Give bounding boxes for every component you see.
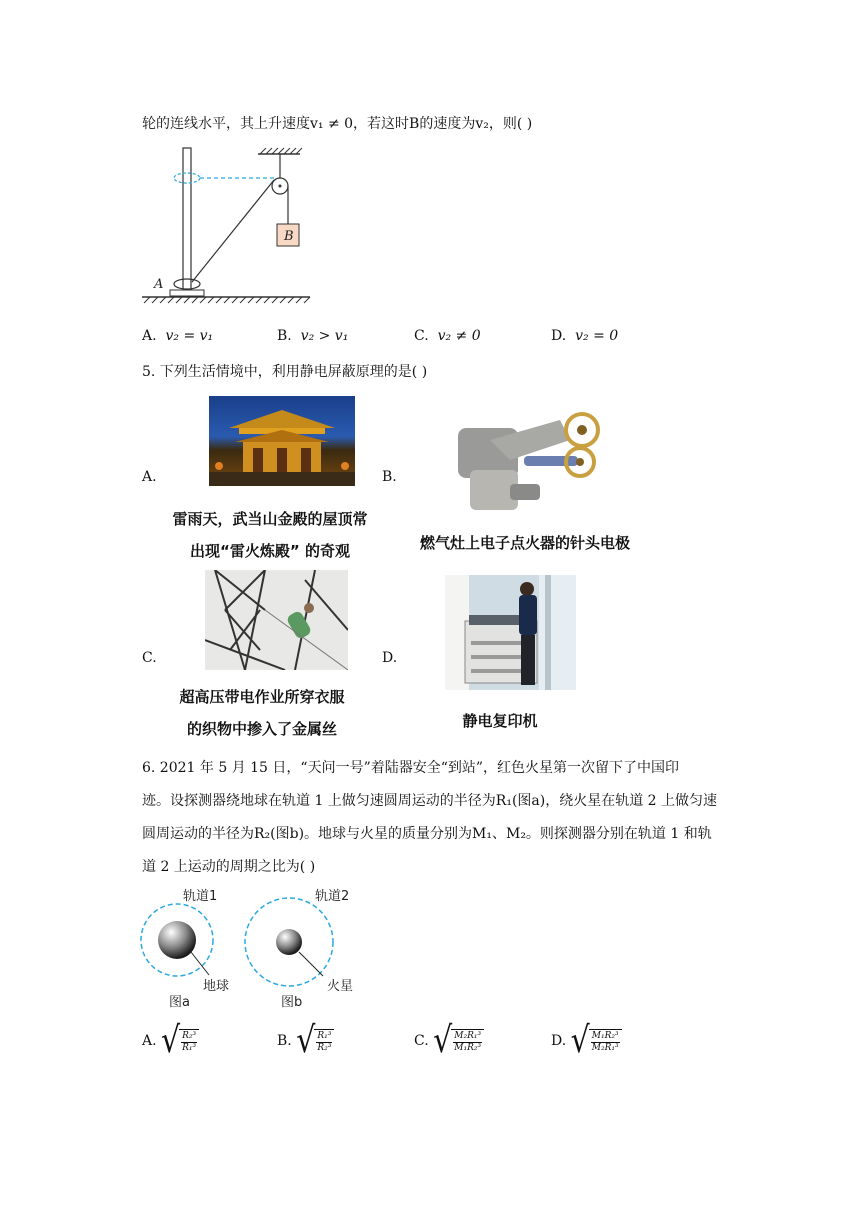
sqrt-expression: √ $\frac{\text{R₁³}}{\text{R₂³}}$ [296,1026,334,1056]
q5-caption-b: 燃气灶上电子点火器的针头电极 [419,534,630,552]
q5-option-b-letter[interactable]: B. [382,469,397,485]
q5-caption-a-1: 雷雨天，武当山金殿的屋顶常 [172,510,368,528]
q5-caption-a-2: 出现“雷火炼殿” 的奇观 [190,542,350,560]
q6-option-b[interactable]: B. √ $\frac{\text{R₁³}}{\text{R₂³}}$ [277,1026,334,1056]
block-b-label: B [284,229,294,244]
copier-photo [445,575,576,690]
q5-caption-d: 静电复印机 [462,712,538,730]
q5-caption-c-1: 超高压带电作业所穿衣服 [179,688,345,706]
q4-option-a[interactable]: A. v₂ = v₁ [142,328,214,344]
q5-stem: 5. 下列生活情境中，利用静电屏蔽原理的是( ) [142,364,428,380]
q4-option-c[interactable]: C. v₂ ≠ 0 [414,328,481,344]
power-tower-photo [205,570,348,670]
igniter-photo [450,400,610,520]
q5-option-c-letter[interactable]: C. [142,650,157,666]
golden-hall-photo [209,396,355,486]
q5-caption-c-2: 的织物中掺入了金属丝 [186,720,337,738]
q4-stem-tail: 轮的连线水平，其上升速度v₁ ≠ 0，若这时B的速度为v₂，则( ) [142,116,533,132]
q5-option-a-letter[interactable]: A. [142,469,157,485]
sqrt-expression: √ $\frac{\text{M₁R₂³}}{\text{M₂R₁³}}$ [571,1026,622,1056]
q4-option-b[interactable]: B. v₂ > v₁ [277,328,349,344]
fig-a-label: 图a [169,995,190,1010]
ring-a-label: A [154,277,164,292]
sqrt-expression: √ $\frac{\text{M₂R₁³}}{\text{M₁R₂³}}$ [433,1026,484,1056]
sqrt-expression: √ $\frac{\text{R₂³}}{\text{R₁³}}$ [161,1026,199,1056]
mars-label: 火星 [327,979,354,994]
q5-option-d-letter[interactable]: D. [382,650,398,666]
q6-line-2: 迹。设探测器绕地球在轨道 1 上做匀速圆周运动的半径为R₁(图a)，绕火星在轨道 2 上做匀速 [142,793,718,809]
pulley-diagram [140,140,320,312]
q6-option-c[interactable]: C. √ $\frac{\text{M₂R₁³}}{\text{M₁R₂³}}$ [414,1026,484,1056]
orbit2-label: 轨道2 [315,889,350,904]
q6-option-d[interactable]: D. √ $\frac{\text{M₁R₂³}}{\text{M₂R₁³}}$ [551,1026,622,1056]
q6-line-4: 道 2 上运动的周期之比为( ) [142,859,316,875]
q4-option-d[interactable]: D. v₂ = 0 [551,328,619,344]
q6-option-a[interactable]: A. √ $\frac{\text{R₂³}}{\text{R₁³}}$ [142,1026,199,1056]
q6-line-3: 圆周运动的半径为R₂(图b)。地球与火星的质量分别为M₁、M₂。则探测器分别在轨道 1 和轨 [142,826,712,842]
earth-label: 地球 [203,979,230,994]
orbit1-label: 轨道1 [183,889,218,904]
fig-b-label: 图b [281,995,303,1010]
q6-line-1: 6. 2021 年 5 月 15 日，“天问一号”着陆器安全“到站”，红色火星第一次留下了中国印 [142,760,680,776]
orbit-figure [135,880,375,1015]
